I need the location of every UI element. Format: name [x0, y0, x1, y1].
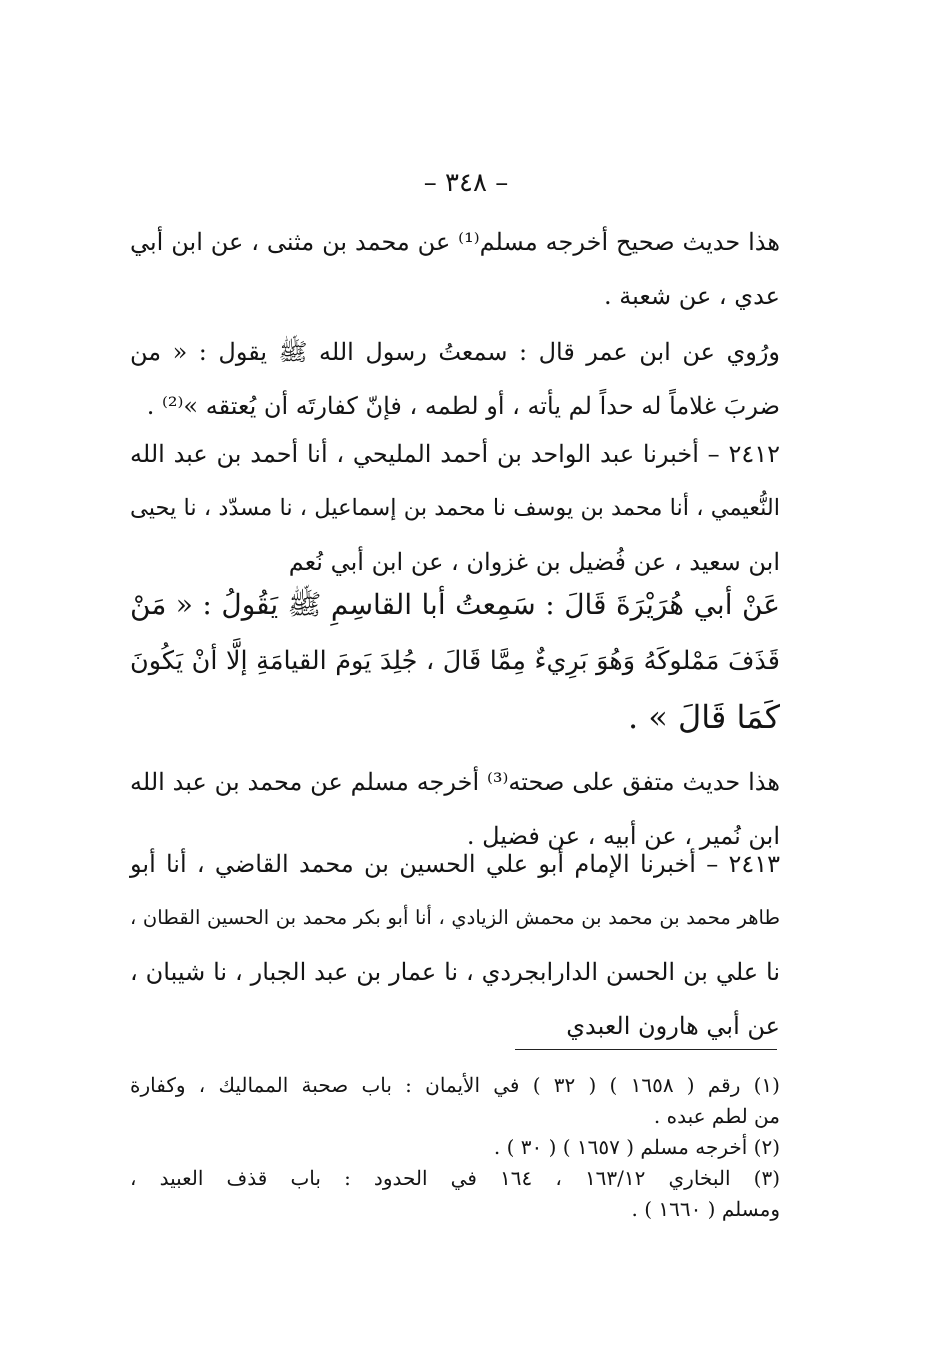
text-line: عن أبي هارون العبدي: [566, 1012, 780, 1040]
text-line: ٢٤١٣ – أخبرنا الإمام أبو علي الحسين بن محمد القاضي ، أنا أبو: [130, 850, 780, 878]
text-line: ضربَ غلاماً له حداً لم يأته ، أو لطمه ، فإنّ كفارتَه أن يُعتقه »⁽²⁾ .: [146, 392, 780, 420]
text-line: نا علي بن الحسن الدارابجردي ، نا عمار بن عبد الجبار ، نا شيبان ،: [130, 958, 780, 986]
text-line: هذا حديث صحيح أخرجه مسلم⁽¹⁾ عن محمد بن مثنى ، عن ابن أبي: [130, 228, 780, 256]
paragraph-1: [130, 215, 780, 323]
footnote-separator: [515, 1049, 777, 1050]
text-line: النُّعيمي ، أنا محمد بن يوسف نا محمد بن إسماعيل ، نا مسدّد ، نا يحيى: [130, 495, 780, 521]
footnote-line: من لطم عبده .: [653, 1104, 780, 1128]
text-line: ابن سعيد ، عن فُضيل بن غزوان ، عن ابن أبي نُعم: [288, 548, 780, 576]
text-line: هذا حديث متفق على صحته⁽³⁾ أخرجه مسلم عن محمد بن عبد الله: [130, 768, 780, 796]
footnote-line: (٢) أخرجه مسلم ( ١٦٥٧ ) ( ٣٠ ) .: [493, 1135, 780, 1159]
text-line: عدي ، عن شعبة .: [604, 282, 780, 310]
page-number: – ٣٤٨ –: [423, 168, 509, 198]
text-line: طاهر محمد بن محمد بن محمش الزيادي ، أنا أبو بكر محمد بن الحسين القطان ،: [130, 906, 780, 929]
footnote-line: (٣) البخاري ١٦٣/١٢ ، ١٦٤ في الحدود : باب قذف العبيد ،: [130, 1166, 780, 1190]
text-line: ٢٤١٢ – أخبرنا عبد الواحد بن أحمد المليحي ، أنا أحمد بن عبد الله: [130, 440, 781, 468]
hadith-line: كَمَا قَالَ » .: [627, 698, 780, 736]
text-line: ورُوي عن ابن عمر قال : سمعتُ رسول الله ﷺ يقول : « من: [130, 338, 780, 366]
hadith-2412-matn: [130, 577, 780, 745]
hadith-line: قَذَفَ مَمْلوكَهُ وَهُوَ بَرِيءٌ مِمَّا قَالَ ، جُلِدَ يَومَ القيامَةِ إلَّا أنْ يَكُونَ: [130, 646, 780, 676]
text-line: ابن نُمير ، عن أبيه ، عن فضيل .: [466, 822, 780, 850]
hadith-2412-isnad: [130, 427, 780, 589]
paragraph-2: [130, 325, 780, 433]
hadith-line: عَنْ أبي هُرَيْرَةَ قَالَ : سَمِعتُ أبا القاسِمِ ﷺ يَقُولُ : « مَنْ: [130, 588, 780, 621]
footnotes: [130, 1070, 780, 1225]
footnote-line: ومسلم ( ١٦٦٠ ) .: [631, 1197, 780, 1221]
hadith-2413-isnad: [130, 837, 780, 1053]
footnote-line: (١) رقم ( ١٦٥٨ ) ( ٣٢ ) في الأيمان : باب صحبة المماليك ، وكفارة: [130, 1073, 780, 1097]
